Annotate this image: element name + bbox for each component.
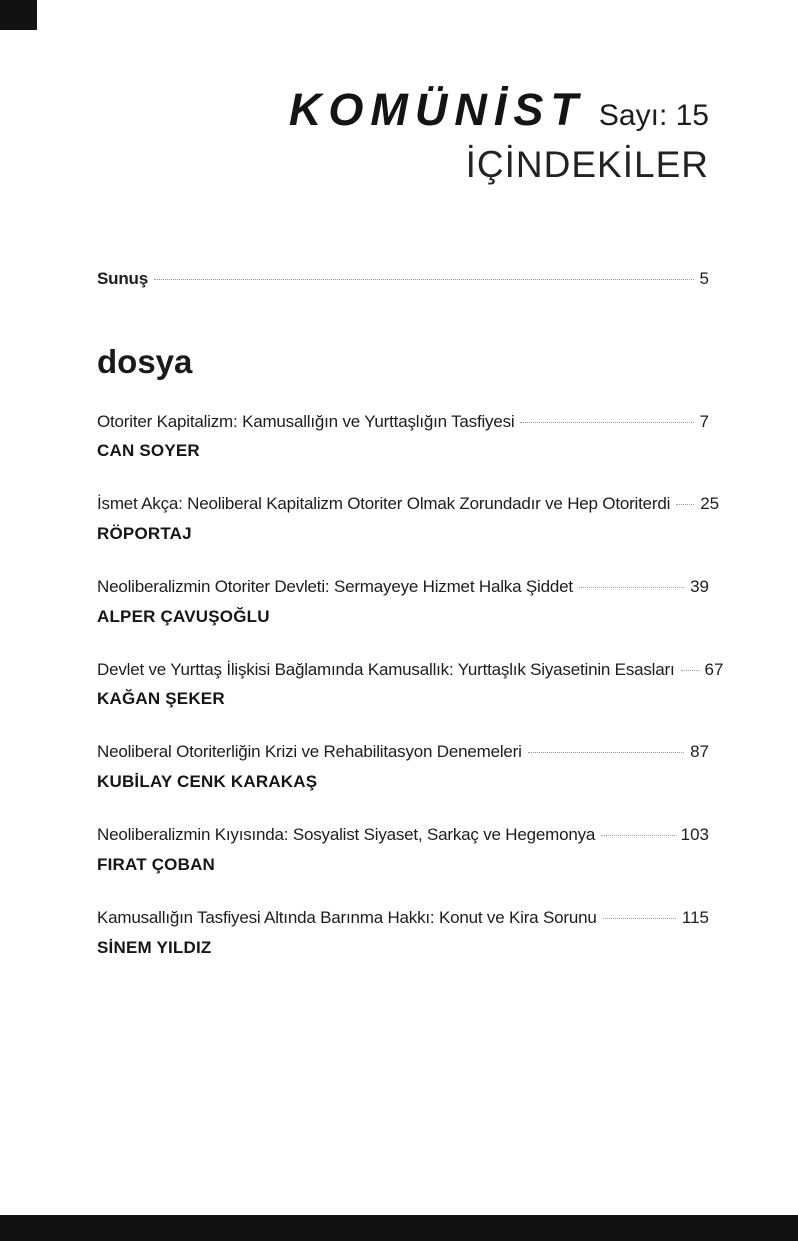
entry-title: İsmet Akça: Neoliberal Kapitalizm Otoriter Olmak Zorundadır ve Hep Otoriterdi — [97, 494, 671, 514]
entry-title: Neoliberal Otoriterliğin Krizi ve Rehabilitasyon Denemeleri — [97, 742, 522, 762]
entry-title: Otoriter Kapitalizm: Kamusallığın ve Yurttaşlığın Tasfiyesi — [97, 411, 515, 431]
entry-title-row — [97, 578, 709, 597]
entry-page-number: 7 — [699, 411, 709, 431]
entry-author: CAN SOYER — [97, 441, 200, 461]
print-corner-mark — [0, 0, 37, 30]
entry-title-row — [97, 909, 709, 928]
dotted-leader — [681, 670, 699, 671]
toc-entry — [97, 413, 709, 462]
entry-title-row — [97, 413, 709, 432]
issue-number-label: Sayı: 15 — [598, 99, 709, 132]
toc-entry — [97, 826, 709, 875]
section-title-dosya: dosya — [97, 342, 193, 380]
entry-page-number: 25 — [700, 494, 720, 514]
dotted-leader — [579, 587, 684, 588]
dotted-leader — [601, 835, 674, 836]
entry-page-number: 39 — [690, 577, 709, 597]
entry-author: RÖPORTAJ — [97, 524, 192, 544]
front-matter-row — [97, 270, 709, 289]
dotted-leader — [603, 918, 676, 919]
entry-author: KAĞAN ŞEKER — [97, 689, 225, 709]
entry-author: KUBİLAY CENK KARAKAŞ — [97, 772, 318, 792]
entry-title-row — [97, 743, 709, 762]
masthead — [97, 0, 709, 186]
dotted-leader — [520, 422, 693, 423]
table-of-contents — [97, 269, 724, 958]
toc-entry — [97, 578, 709, 627]
entry-title-row — [97, 826, 709, 845]
journal-title: KOMÜNİST — [288, 84, 585, 135]
toc-entry — [97, 743, 709, 792]
entry-page-number: 67 — [704, 659, 724, 679]
entry-page-number: 115 — [681, 907, 709, 927]
toc-entry — [97, 659, 724, 710]
dotted-leader — [676, 504, 694, 505]
toc-entry — [97, 909, 709, 958]
entry-title-row — [97, 494, 720, 514]
toc-entries — [97, 411, 724, 958]
entry-title: Devlet ve Yurttaş İlişkisi Bağlamında Kamusallık: Yurttaşlık Siyasetinin Esasları — [97, 659, 675, 679]
entry-title: Neoliberalizmin Kıyısında: Sosyalist Siyaset, Sarkaç ve Hegemonya — [97, 825, 596, 845]
entry-title: Kamusallığın Tasfiyesi Altında Barınma Hakkı: Konut ve Kira Sorunu — [97, 907, 597, 927]
dotted-leader — [528, 752, 684, 753]
entry-page-number: 87 — [690, 742, 709, 762]
entry-author: ALPER ÇAVUŞOĞLU — [97, 606, 270, 626]
contents-heading: İÇİNDEKİLER — [465, 144, 709, 185]
toc-entry — [97, 494, 720, 544]
dotted-leader — [154, 279, 694, 280]
front-matter-title: Sunuş — [97, 269, 148, 288]
masthead-title-line — [97, 84, 709, 136]
entry-title-row — [97, 659, 724, 680]
entry-page-number: 103 — [680, 825, 709, 845]
entry-author: SİNEM YILDIZ — [97, 937, 212, 957]
front-matter-page-number: 5 — [699, 269, 709, 288]
entry-title: Neoliberalizmin Otoriter Devleti: Sermayeye Hizmet Halka Şiddet — [97, 577, 573, 597]
bottom-print-bar — [0, 1215, 798, 1241]
entry-author: FIRAT ÇOBAN — [97, 854, 216, 874]
